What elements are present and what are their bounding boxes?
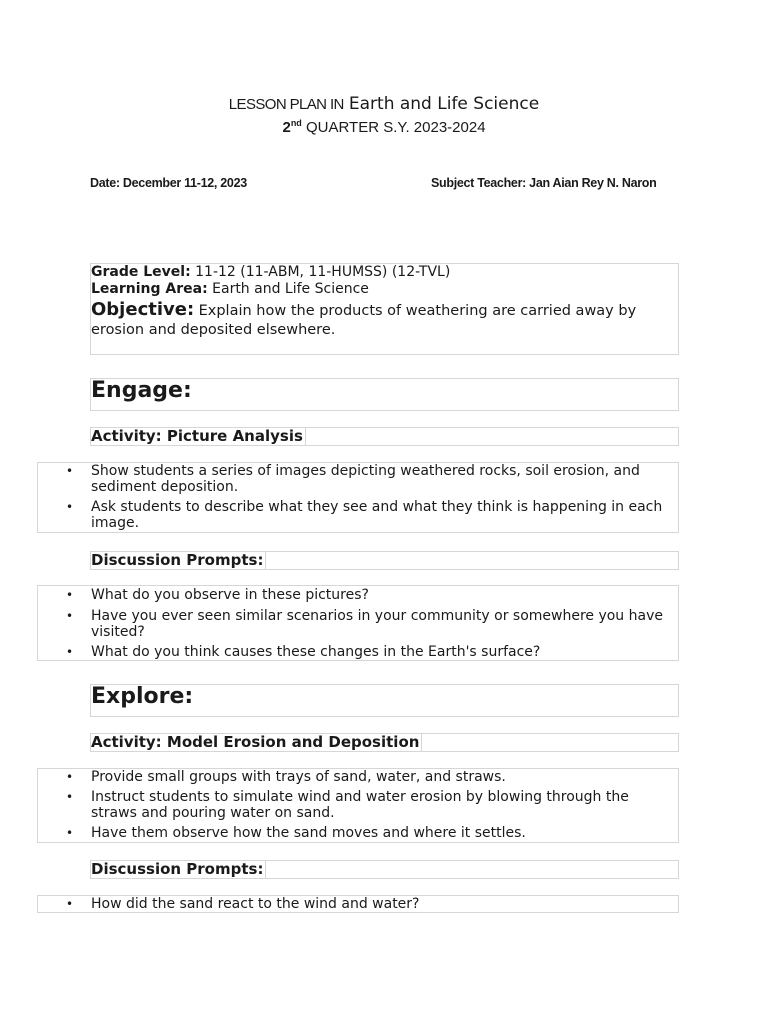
bullet-icon: • (66, 464, 74, 478)
engage-prompts-label: Discussion Prompts: (91, 552, 266, 569)
list-item-text: What do you think causes these changes in the Earth's surface? (91, 644, 541, 660)
list-item-text: How did the sand react to the wind and water? (91, 896, 420, 912)
explore-prompts-list (37, 895, 679, 913)
bullet-icon: • (66, 588, 74, 602)
quarter-text: QUARTER S.Y. 2023-2024 (305, 119, 486, 136)
list-item (38, 896, 678, 912)
list-item (38, 499, 678, 531)
grade-level-value: 11-12 (11-ABM, 11-HUMSS) (12-TVL) (195, 264, 451, 280)
list-item (38, 463, 678, 495)
engage-heading: Engage: (90, 378, 679, 411)
explore-prompts-title (90, 860, 679, 879)
bullet-icon: • (66, 826, 74, 840)
bullet-icon: • (66, 500, 74, 514)
list-item-text: What do you observe in these pictures? (91, 587, 369, 603)
explore-activity-label: Activity: Model Erosion and Deposition (91, 734, 422, 751)
list-item (38, 608, 678, 640)
title-subject: Earth and Life Science (348, 94, 540, 114)
quarter-ordinal-suffix: nd (290, 118, 302, 128)
engage-activity-list (37, 462, 679, 533)
learning-area-value: Earth and Life Science (212, 281, 369, 297)
engage-activity-title (90, 427, 679, 446)
learning-area-label: Learning Area: (91, 281, 208, 297)
bullet-icon: • (66, 770, 74, 784)
engage-prompts-list (37, 585, 679, 661)
explore-prompts-label: Discussion Prompts: (91, 861, 266, 878)
lesson-date: Date: December 11-12, 2023 (90, 176, 247, 190)
list-item (38, 587, 678, 603)
objective-label: Objective: (91, 299, 195, 320)
learning-area-row (91, 281, 676, 298)
list-item-text: Provide small groups with trays of sand, water, and straws. (91, 769, 506, 785)
list-item (38, 644, 678, 660)
objective-text: Explain how the products of weathering are carried away by erosion and deposited elsewhere. (91, 303, 637, 338)
bullet-icon: • (66, 897, 74, 911)
bullet-icon: • (66, 790, 74, 804)
explore-heading: Explore: (90, 684, 679, 717)
objective-row (91, 300, 676, 340)
subject-teacher: Subject Teacher: Jan Aian Rey N. Naron (431, 176, 657, 190)
explore-activity-list (37, 768, 679, 843)
lesson-info-box (90, 263, 679, 355)
list-item-text: Show students a series of images depicting weathered rocks, soil erosion, and sediment deposition. (91, 463, 640, 495)
bullet-icon: • (66, 645, 74, 659)
explore-activity-title (90, 733, 679, 752)
list-item-text: Ask students to describe what they see and what they think is happening in each image. (91, 499, 663, 531)
list-item (38, 789, 678, 821)
list-item (38, 769, 678, 785)
list-item-text: Instruct students to simulate wind and water erosion by blowing through the straws and pouring water on sand. (91, 789, 629, 821)
engage-activity-label: Activity: Picture Analysis (91, 428, 306, 445)
list-item (38, 825, 678, 841)
quarter-line (0, 118, 768, 136)
quarter-number: 2 (282, 119, 291, 136)
title-prefix: LESSON PLAN IN (228, 96, 344, 113)
engage-prompts-title (90, 551, 679, 570)
list-item-text: Have them observe how the sand moves and where it settles. (91, 825, 526, 841)
document-title (0, 94, 768, 114)
grade-level-row (91, 264, 676, 281)
grade-level-label: Grade Level: (91, 264, 191, 280)
bullet-icon: • (66, 609, 74, 623)
list-item-text: Have you ever seen similar scenarios in your community or somewhere you have visited? (91, 608, 663, 640)
